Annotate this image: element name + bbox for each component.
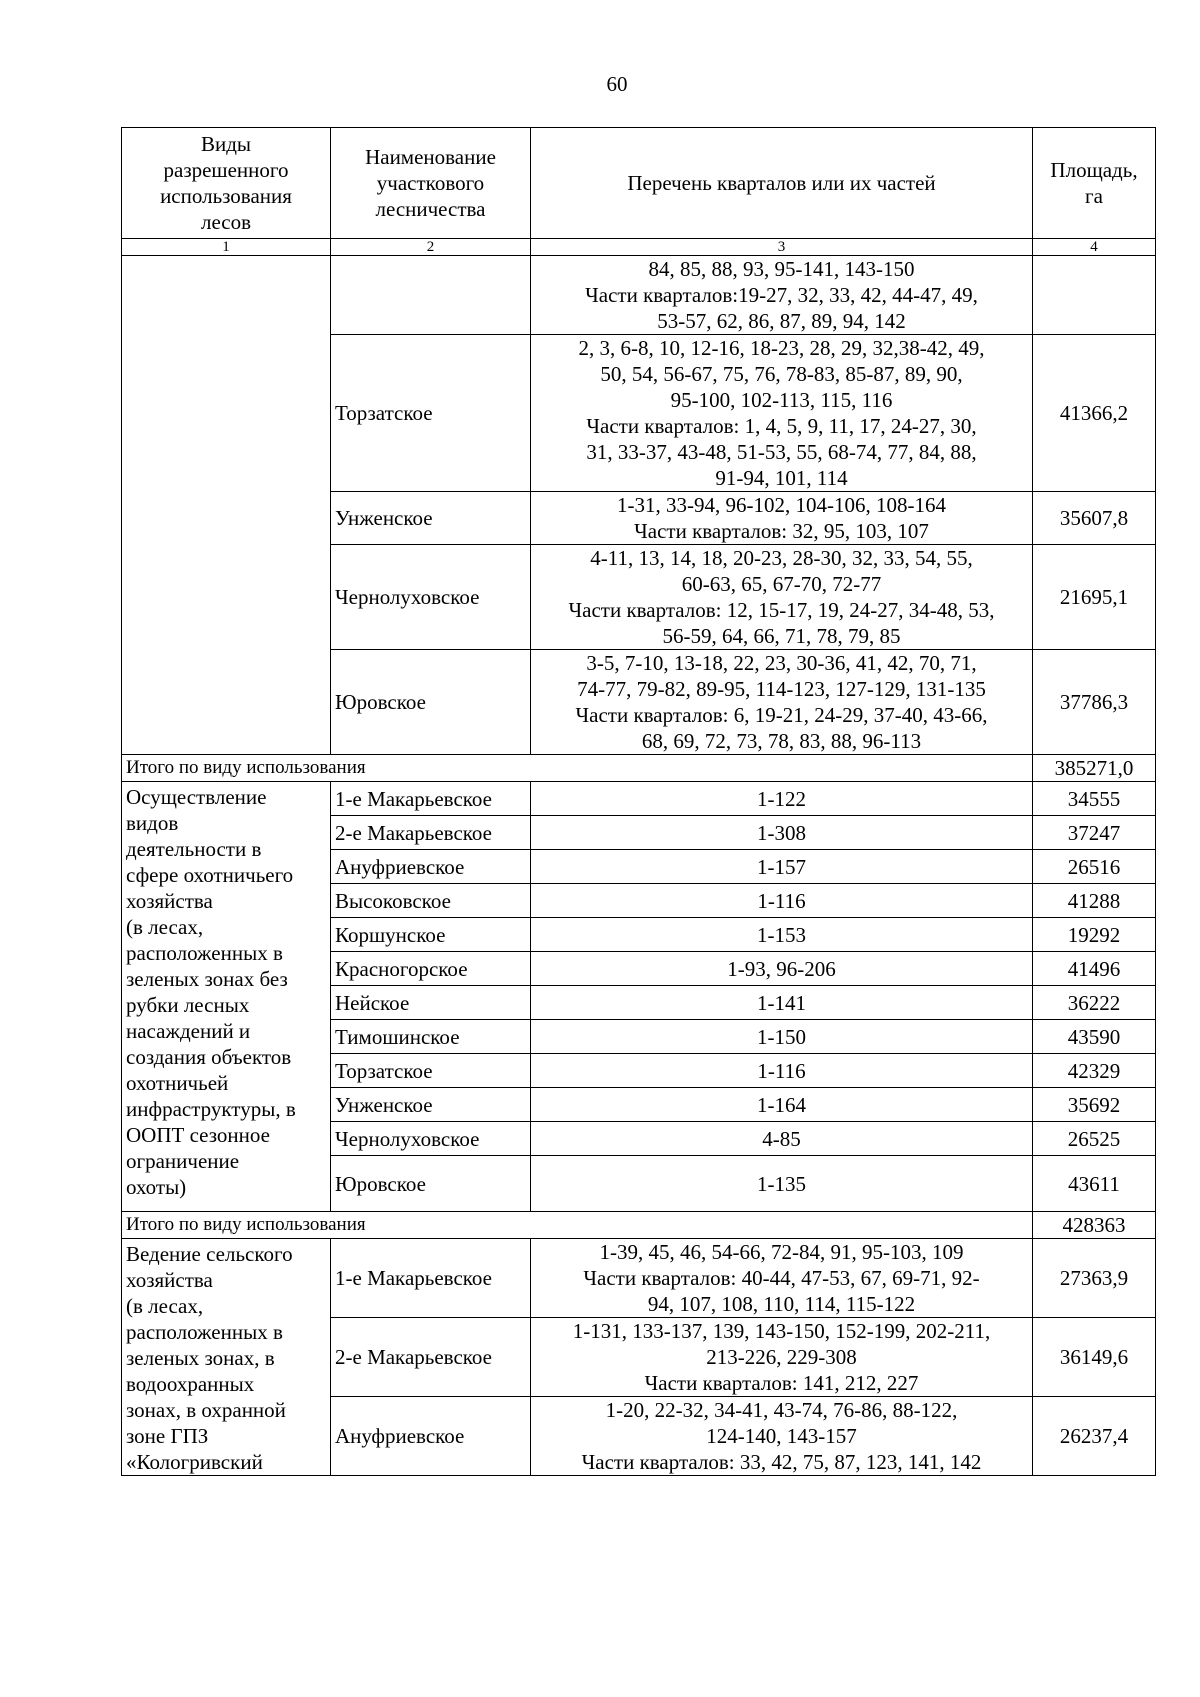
text-line: Части кварталов: 12, 15-17, 19, 24-27, 34-48, 53, [568, 598, 995, 622]
text-line: Части кварталов:19-27, 32, 33, 42, 44-47, 49, [585, 283, 978, 307]
text-line: зонах, в охранной [126, 1398, 286, 1422]
text-line: инфраструктуры, в [126, 1097, 296, 1121]
page-number: 60 [606, 72, 628, 96]
quarters-cell [531, 492, 1033, 545]
forestry-cell: Юровское [331, 650, 531, 755]
header-row [122, 128, 1156, 239]
text-line: расположенных в [126, 941, 283, 965]
quarters-cell: 1-153 [531, 918, 1033, 952]
table-row [122, 782, 1156, 816]
text-line: 124-140, 143-157 [706, 1424, 857, 1448]
text-line: 60-63, 65, 67-70, 72-77 [681, 572, 882, 596]
forestry-cell: 2-е Макарьевское [331, 816, 531, 850]
text-line: 84, 85, 88, 93, 95-141, 143-150 [648, 257, 915, 281]
area-cell [1033, 256, 1156, 335]
forestry-cell: Ануфриевское [331, 1397, 531, 1476]
text-line: Части кварталов: 6, 19-21, 24-29, 37-40, 43-66, [575, 703, 988, 727]
header-forestry: Наименование участкового лесничества [331, 128, 531, 239]
quarters-cell: 1-135 [531, 1156, 1033, 1212]
text-line: 4-11, 13, 14, 18, 20-23, 28-30, 32, 33, 54, 55, [590, 546, 973, 570]
quarters-cell: 1-150 [531, 1020, 1033, 1054]
quarters-cell [531, 1239, 1033, 1318]
quarters-cell: 1-116 [531, 1054, 1033, 1088]
column-number: 2 [331, 239, 531, 256]
text-line: деятельности в [126, 837, 262, 861]
header-use-type: Виды разрешенного использования лесов [122, 128, 331, 239]
quarters-cell: 1-164 [531, 1088, 1033, 1122]
area-cell: 27363,9 [1033, 1239, 1156, 1318]
area-cell: 34555 [1033, 782, 1156, 816]
area-cell: 21695,1 [1033, 545, 1156, 650]
area-cell: 37786,3 [1033, 650, 1156, 755]
forestry-cell: Коршунское [331, 918, 531, 952]
quarters-cell: 1-308 [531, 816, 1033, 850]
column-number: 4 [1033, 239, 1156, 256]
area-cell: 43590 [1033, 1020, 1156, 1054]
forestry-cell: Красногорское [331, 952, 531, 986]
quarters-cell: 1-122 [531, 782, 1033, 816]
quarters-cell: 1-157 [531, 850, 1033, 884]
use-type-cell [122, 1239, 331, 1476]
text-line: хозяйства [126, 889, 213, 913]
text-line: 50, 54, 56-67, 75, 76, 78-83, 85-87, 89, 90, [600, 362, 963, 386]
text-line: Части кварталов: 32, 95, 103, 107 [634, 519, 929, 543]
total-label: Итого по виду использования [122, 755, 1033, 782]
text-line: создания объектов [126, 1045, 292, 1069]
text-line: 2, 3, 6-8, 10, 12-16, 18-23, 28, 29, 32,38-42, 49, [578, 336, 985, 360]
quarters-cell [531, 650, 1033, 755]
text-line: 213-226, 229-308 [706, 1345, 857, 1369]
text-line: 31, 33-37, 43-48, 51-53, 55, 68-74, 77, 84, 88, [586, 440, 977, 464]
quarters-cell: 1-141 [531, 986, 1033, 1020]
quarters-cell [531, 1397, 1033, 1476]
text-line: (в лесах, [126, 915, 204, 939]
forestry-cell: Чернолуховское [331, 545, 531, 650]
text-line: рубки лесных [126, 993, 250, 1017]
total-row [122, 755, 1156, 782]
text-line: сфере охотничьего [126, 863, 294, 887]
total-value: 385271,0 [1033, 755, 1156, 782]
area-cell: 43611 [1033, 1156, 1156, 1212]
forestry-cell: 1-е Макарьевское [331, 1239, 531, 1318]
text-line: охоты) [126, 1175, 187, 1199]
quarters-cell [531, 335, 1033, 492]
text-line: «Кологривский [126, 1450, 263, 1474]
text-line: 1-39, 45, 46, 54-66, 72-84, 91, 95-103, 109 [599, 1240, 964, 1264]
text-line: расположенных в [126, 1320, 283, 1344]
area-cell: 26516 [1033, 850, 1156, 884]
text-line: зеленых зонах без [126, 967, 288, 991]
text-line: Части кварталов: 40-44, 47-53, 67, 69-71, 92- [583, 1266, 980, 1290]
area-cell: 36222 [1033, 986, 1156, 1020]
quarters-cell: 4-85 [531, 1122, 1033, 1156]
text-line: 1-131, 133-137, 139, 143-150, 152-199, 202-211, [572, 1319, 991, 1343]
area-cell: 19292 [1033, 918, 1156, 952]
area-cell: 37247 [1033, 816, 1156, 850]
text-line: 3-5, 7-10, 13-18, 22, 23, 30-36, 41, 42, 70, 71, [586, 651, 977, 675]
text-line: хозяйства [126, 1268, 213, 1292]
area-cell: 42329 [1033, 1054, 1156, 1088]
text-line: насаждений и [126, 1019, 251, 1043]
forestry-cell: Торзатское [331, 335, 531, 492]
forestry-cell: 1-е Макарьевское [331, 782, 531, 816]
forestry-cell: 2-е Макарьевское [331, 1318, 531, 1397]
text-line: 94, 107, 108, 110, 114, 115-122 [647, 1292, 916, 1316]
text-line: видов [126, 811, 179, 835]
area-cell: 41288 [1033, 884, 1156, 918]
table-row [122, 1239, 1156, 1318]
text-line: (в лесах, [126, 1294, 204, 1318]
text-line: 56-59, 64, 66, 71, 78, 79, 85 [662, 624, 901, 648]
text-line: Ведение сельского [126, 1242, 293, 1266]
text-line: Осуществление [126, 785, 267, 809]
text-line: 1-31, 33-94, 96-102, 104-106, 108-164 [617, 493, 946, 517]
text-line: зоне ГПЗ [126, 1424, 209, 1448]
quarters-cell [531, 545, 1033, 650]
text-line: ограничение [126, 1149, 240, 1173]
forestry-cell: Нейское [331, 986, 531, 1020]
area-cell: 26237,4 [1033, 1397, 1156, 1476]
text-line: зеленых зонах, в [126, 1346, 275, 1370]
text-line: Части кварталов: 33, 42, 75, 87, 123, 141, 142 [581, 1450, 982, 1474]
use-type-cell [122, 256, 331, 755]
header-area: Площадь, га [1033, 128, 1156, 239]
forestry-cell: Унженское [331, 1088, 531, 1122]
forestry-cell: Тимошинское [331, 1020, 531, 1054]
total-row [122, 1212, 1156, 1239]
quarters-cell [531, 1318, 1033, 1397]
area-cell: 41496 [1033, 952, 1156, 986]
text-line: охотничьей [126, 1071, 229, 1095]
forestry-cell: Юровское [331, 1156, 531, 1212]
column-number-row [122, 239, 1156, 256]
forestry-cell: Высоковское [331, 884, 531, 918]
use-type-cell [122, 782, 331, 1212]
area-cell: 36149,6 [1033, 1318, 1156, 1397]
header-quarters: Перечень кварталов или их частей [531, 128, 1033, 239]
forestry-cell [331, 256, 531, 335]
column-number: 3 [531, 239, 1033, 256]
forestry-cell: Унженское [331, 492, 531, 545]
column-number: 1 [122, 239, 331, 256]
text-line: Части кварталов: 141, 212, 227 [644, 1371, 919, 1395]
text-line: водоохранных [126, 1372, 255, 1396]
quarters-cell [531, 256, 1033, 335]
area-cell: 35607,8 [1033, 492, 1156, 545]
text-line: 74-77, 79-82, 89-95, 114-123, 127-129, 131-135 [577, 677, 986, 701]
table-row [122, 256, 1156, 335]
text-line: ООПТ сезонное [126, 1123, 270, 1147]
forestry-cell: Чернолуховское [331, 1122, 531, 1156]
forestry-cell: Торзатское [331, 1054, 531, 1088]
forestry-cell: Ануфриевское [331, 850, 531, 884]
quarters-cell: 1-93, 96-206 [531, 952, 1033, 986]
total-value: 428363 [1033, 1212, 1156, 1239]
text-line: 1-20, 22-32, 34-41, 43-74, 76-86, 88-122, [605, 1398, 958, 1422]
text-line: 95-100, 102-113, 115, 116 [670, 388, 893, 412]
text-line: 91-94, 101, 114 [715, 466, 848, 490]
total-label: Итого по виду использования [122, 1212, 1033, 1239]
forest-use-table [121, 127, 1156, 1476]
text-line: 68, 69, 72, 73, 78, 83, 88, 96-113 [641, 729, 922, 753]
text-line: 53-57, 62, 86, 87, 89, 94, 142 [657, 309, 906, 333]
quarters-cell: 1-116 [531, 884, 1033, 918]
text-line: Части кварталов: 1, 4, 5, 9, 11, 17, 24-27, 30, [586, 414, 977, 438]
area-cell: 35692 [1033, 1088, 1156, 1122]
area-cell: 41366,2 [1033, 335, 1156, 492]
area-cell: 26525 [1033, 1122, 1156, 1156]
